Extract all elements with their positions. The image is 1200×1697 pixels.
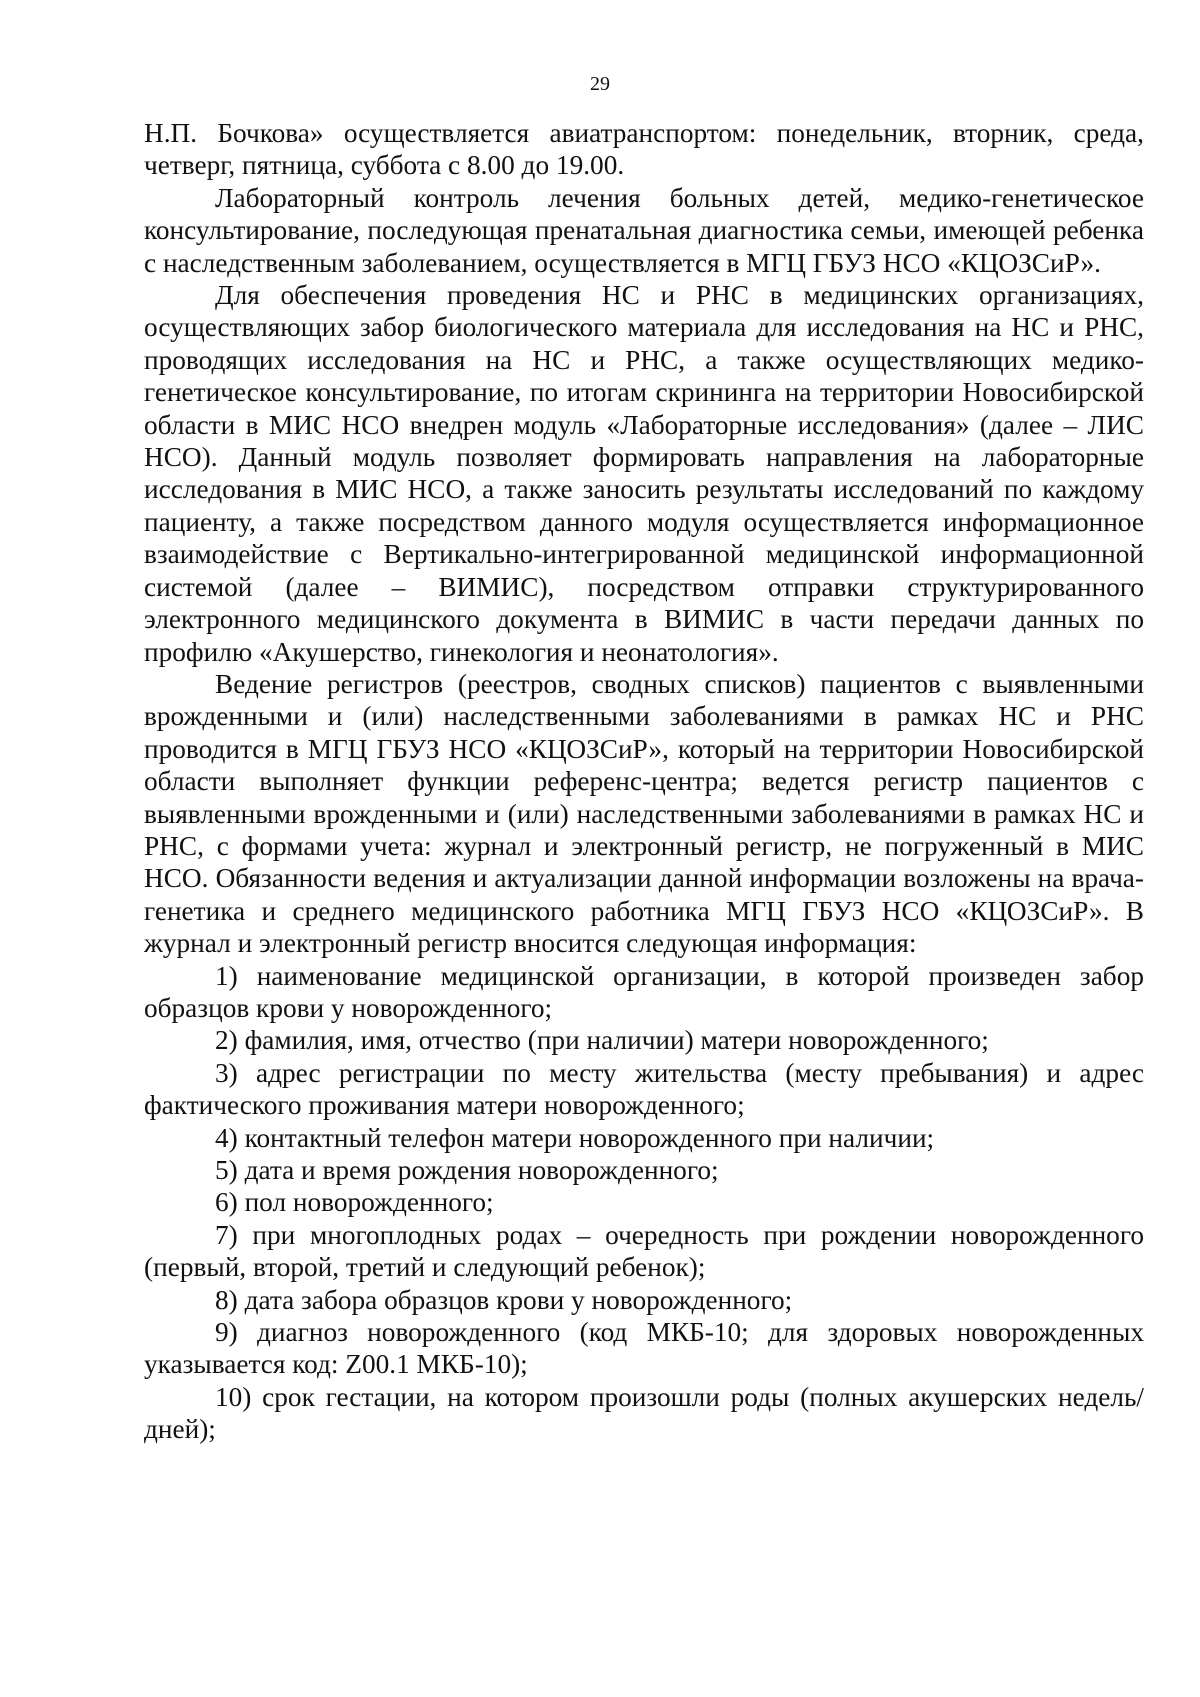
list-item-2: 2) фамилия, имя, отчество (при наличии) матери новорожденного; [215,1025,989,1056]
document-body [144,117,1144,1446]
list-item-7: 7) при многоплодных родах – очередность при рождении новорожденного (первый, второй, третий и следующий ребенок); [144,1219,1144,1283]
list-item-10: 10) срок гестации, на котором произошли роды (полных акушерских недель/дней); [144,1381,1144,1445]
list-item-9: 9) диагноз новорожденного (код МКБ-10; для здоровых новорожденных указывается код: Z00.1 МКБ-10); [144,1317,1144,1380]
list-item-6: 6) пол новорожденного; [215,1187,494,1218]
paragraph-transport-schedule: Н.П. Бочкова» осуществляется авиатранспортом: понедельник, вторник, среда, четверг, пятница, суббота с 8.00 до 19.00. [144,118,1144,181]
list-item-5: 5) дата и время рождения новорожденного; [215,1155,719,1185]
paragraph-lab-control: Лабораторный контроль лечения больных детей, медико-генетическое консультирование, последующая пренатальная диагностика семьи, имеющей ребенка с наследственным заболеванием, осуществляется в МГЦ ГБУЗ НСО «КЦОЗСиР». [144,182,1144,278]
page-number: 29 [590,73,610,95]
list-item-1: 1) наименование медицинской организации, в которой произведен забор образцов крови у новорожденного; [144,960,1144,1023]
paragraph-registry: Ведение регистров (реестров, сводных списков) пациентов с выявленными врожденными и (или) наследственными заболеваниями в рамках НС и РНС проводится в МГЦ ГБУЗ НСО «КЦОЗСиР», который на территории Новосибирской области выполняет функции референс-центра; ведется регистр пациентов с выявленными врожденными и (или) наследственными заболеваниями в рамках НС и РНС, с формами учета: журнал и электронный регистр, не погруженный в МИС НСО. Обязанности ведения и актуализации данной информации возложены на врача-генетика и среднего медицинского работника МГЦ ГБУЗ НСО «КЦОЗСиР». В журнал и электронный регистр вносится следующая информация: [144,668,1144,959]
list-item-8: 8) дата забора образцов крови у новорожденного; [215,1284,793,1315]
paragraph-lis-module: Для обеспечения проведения НС и РНС в медицинских организациях, осуществляющих забор биологического материала для исследования на НС и РНС, проводящих исследования на НС и РНС, а также осуществляющих медико-генетическое консультирование, по итогам скрининга на территории Новосибирской области в МИС НСО внедрен модуль «Лабораторные исследования» (далее – ЛИС НСО). Данный модуль позволяет формировать направления на лабораторные исследования в МИС НСО, а также заносить результаты исследований по каждому пациенту, а также посредством данного модуля осуществляется информационное взаимодействие с Вертикально-интегрированной медицинской информационной системой (далее – ВИМИС), посредством отправки структурированного электронного медицинского документа в ВИМИС в части передачи данных по профилю «Акушерство, гинекология и неонатология». [144,280,1144,667]
list-item-3: 3) адрес регистрации по месту жительства (месту пребывания) и адрес фактического проживания матери новорожденного; [144,1057,1144,1121]
list-item-4: 4) контактный телефон матери новорожденного при наличии; [215,1122,935,1153]
